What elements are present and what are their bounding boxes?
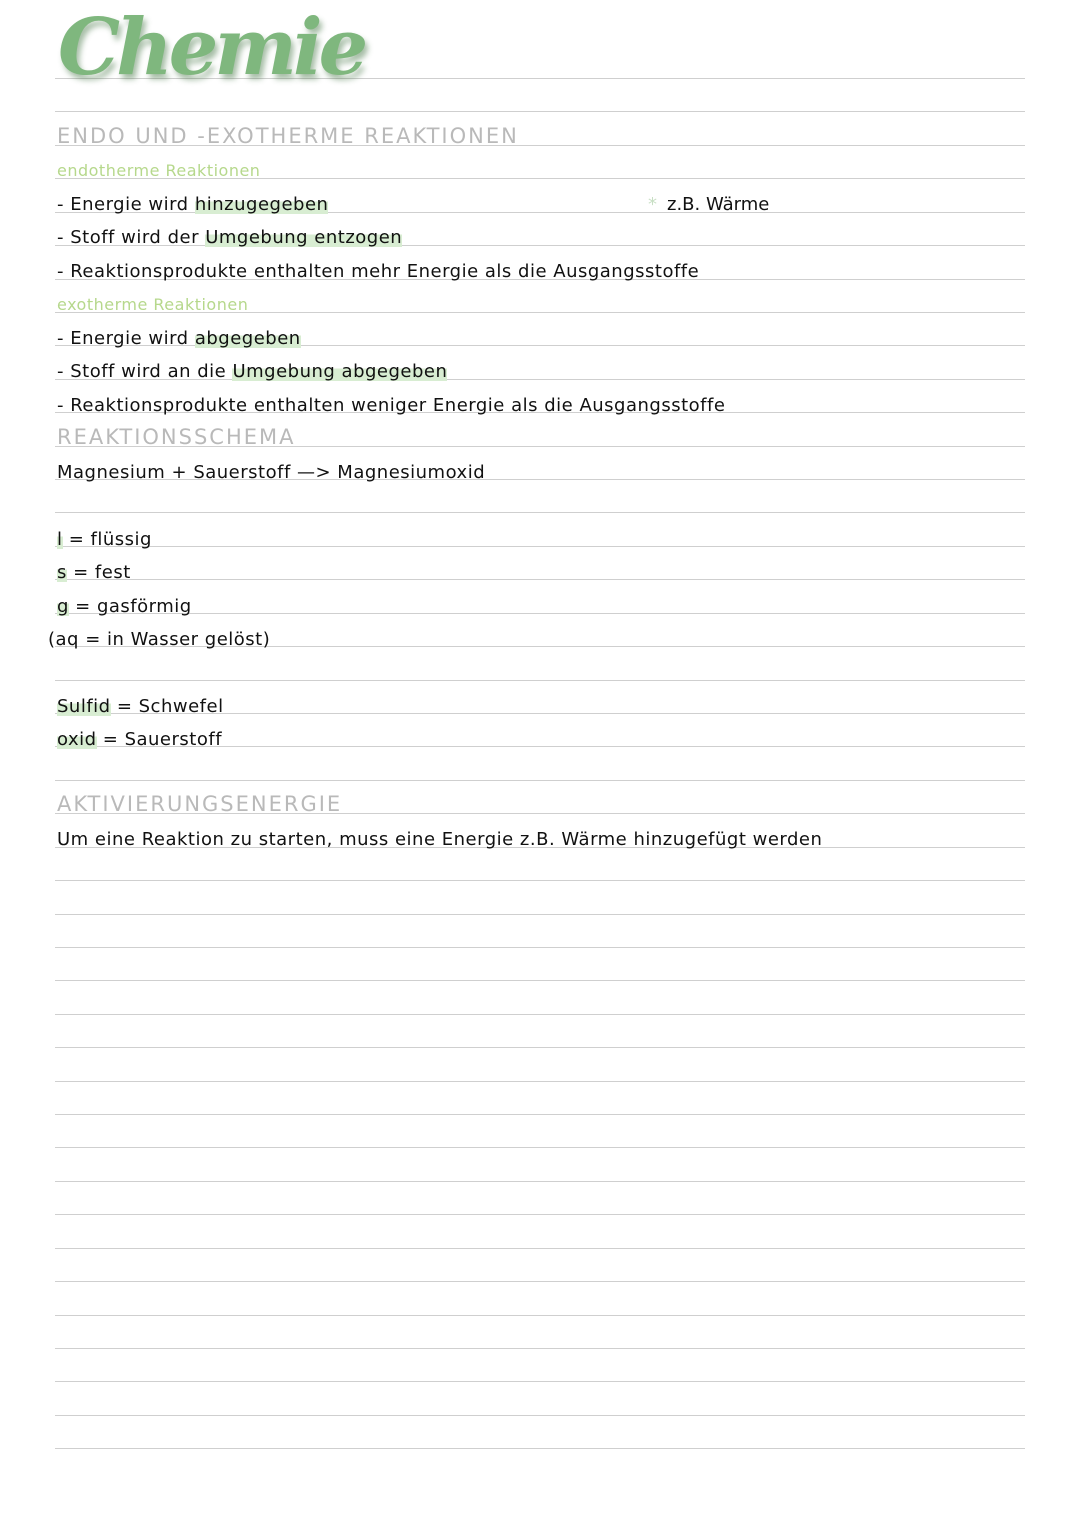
ruled-line [55, 980, 1025, 981]
ruled-line [55, 1214, 1025, 1215]
ruled-line [55, 546, 1025, 547]
text: - Stoff wird der [57, 227, 206, 248]
ruled-line [55, 111, 1025, 112]
side-note-text: z.B. Wärme [667, 194, 770, 215]
section-heading-endo-exo: ENDO UND -EXOTHERME REAKTIONEN [57, 124, 519, 148]
highlight: Sulfid [57, 696, 111, 717]
section-heading-schema: REAKTIONSSCHEMA [57, 425, 296, 449]
endo-item-3 [57, 261, 699, 282]
text: - Reaktionsprodukte enthalten weniger Energie als die Ausgangsstoffe [57, 395, 726, 416]
page-title: Chemie [58, 2, 365, 93]
exo-item-3 [57, 395, 725, 416]
ruled-line [55, 613, 1025, 614]
side-note [648, 194, 769, 215]
ruled-line [55, 1348, 1025, 1349]
ruled-line [55, 1381, 1025, 1382]
text: - Reaktionsprodukte enthalten mehr Energie als die Ausgangsstoffe [57, 261, 700, 282]
highlight: s [57, 562, 67, 583]
ruled-line [55, 1248, 1025, 1249]
endo-item-2 [57, 227, 402, 248]
highlight: Umgebung entzogen [205, 227, 403, 248]
highlight: hinzugegeben [194, 194, 329, 215]
highlight: oxid [57, 729, 97, 750]
highlight: Umgebung abgegeben [232, 361, 448, 382]
activation-text: Um eine Reaktion zu starten, muss eine Energie z.B. Wärme hinzugefügt werden [57, 829, 823, 850]
text: = fest [66, 562, 131, 583]
state-liquid [57, 529, 152, 550]
section-heading-activation: AKTIVIERUNGSENERGIE [57, 792, 343, 816]
ruled-line [55, 1448, 1025, 1449]
ruled-line [55, 1081, 1025, 1082]
equation: Magnesium + Sauerstoff —> Magnesiumoxid [57, 462, 486, 483]
exo-item-2 [57, 361, 447, 382]
state-solid [57, 562, 131, 583]
ruled-line [55, 512, 1025, 513]
text: (aq = in Wasser gelöst) [48, 629, 271, 650]
endo-item-1 [57, 194, 328, 215]
ruled-line [55, 1014, 1025, 1015]
ruled-line [55, 1114, 1025, 1115]
asterisk-icon: * [648, 194, 657, 215]
ruled-line [55, 1315, 1025, 1316]
ruled-line [55, 680, 1025, 681]
text: = Schwefel [110, 696, 224, 717]
ruled-line [55, 1281, 1025, 1282]
text: - Energie wird [57, 194, 195, 215]
ruled-line [55, 1147, 1025, 1148]
name-sulfid [57, 696, 224, 717]
name-oxid [57, 729, 222, 750]
ruled-line [55, 579, 1025, 580]
ruled-line [55, 1181, 1025, 1182]
text: = gasförmig [68, 596, 192, 617]
highlight: l [57, 529, 63, 550]
ruled-line [55, 1415, 1025, 1416]
text: = Sauerstoff [96, 729, 223, 750]
ruled-line [55, 1047, 1025, 1048]
subheading-endotherm: endotherme Reaktionen [57, 161, 261, 180]
highlight: abgegeben [194, 328, 301, 349]
exo-item-1 [57, 328, 301, 349]
text: - Energie wird [57, 328, 195, 349]
ruled-line [55, 780, 1025, 781]
ruled-line [55, 914, 1025, 915]
state-aqueous [48, 629, 270, 650]
ruled-line [55, 947, 1025, 948]
text: = flüssig [62, 529, 152, 550]
state-gas [57, 596, 192, 617]
subheading-exotherm: exotherme Reaktionen [57, 295, 249, 314]
text: - Stoff wird an die [57, 361, 233, 382]
ruled-line [55, 880, 1025, 881]
highlight: g [57, 596, 69, 617]
